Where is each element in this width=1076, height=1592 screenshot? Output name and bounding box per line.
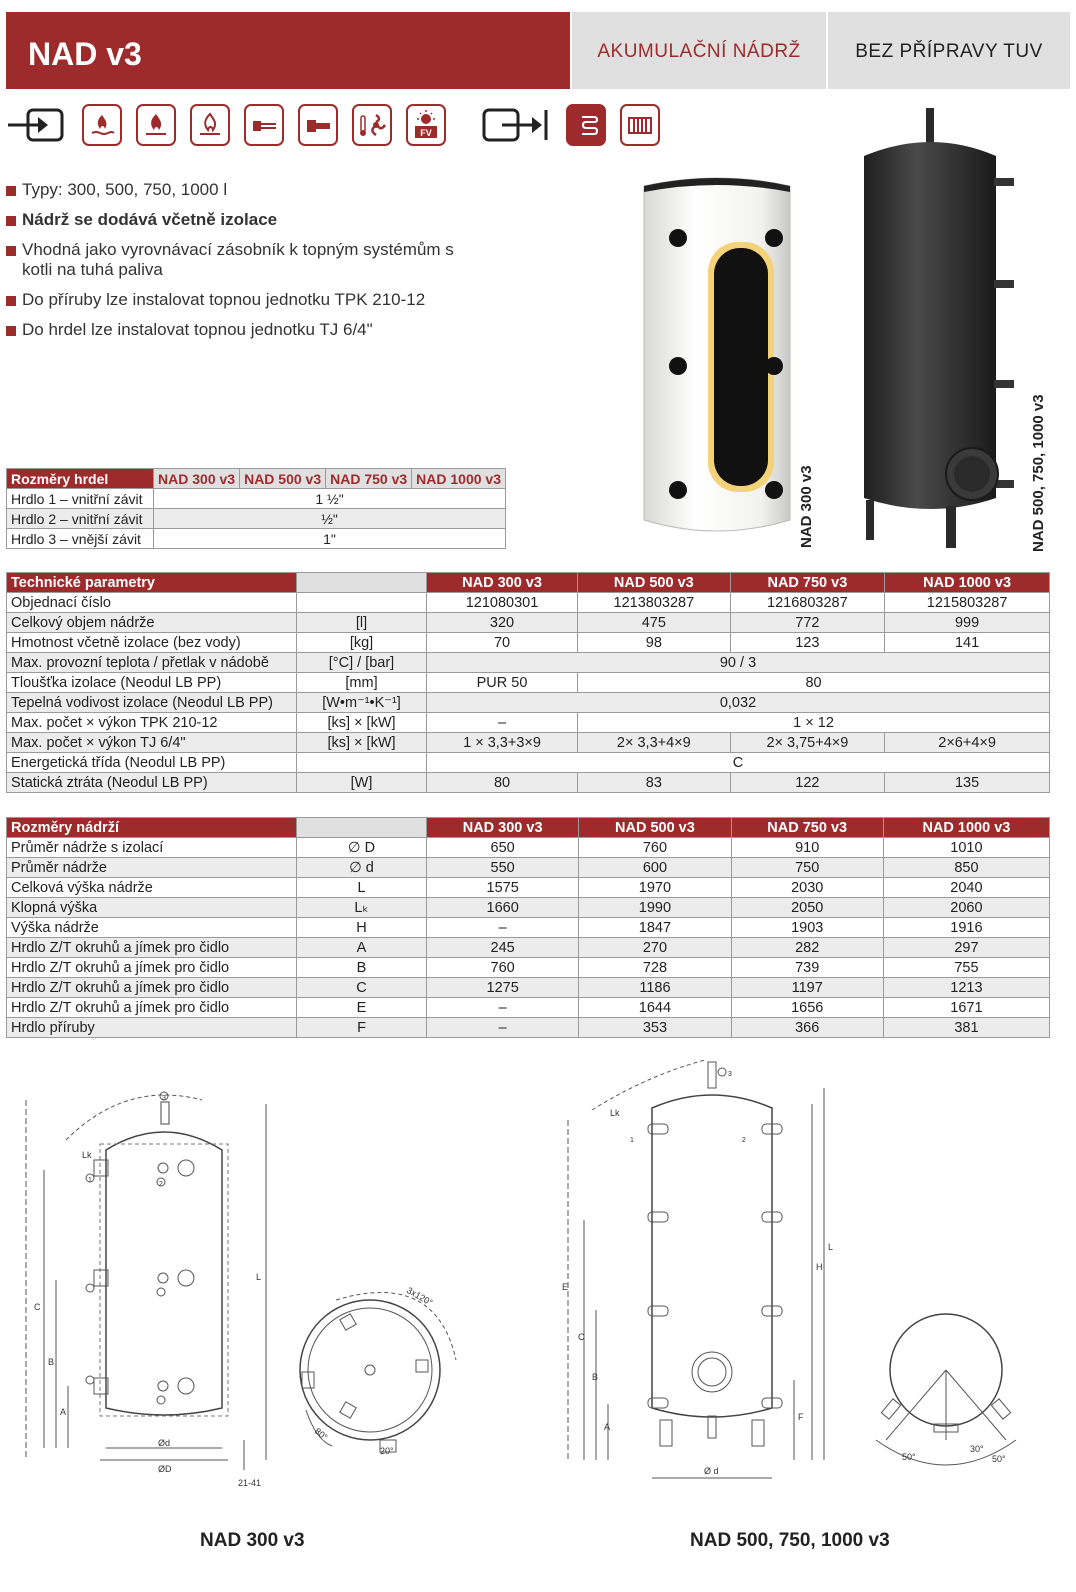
table-header-cell: Rozměry nádrží (7, 818, 297, 838)
drawing-label: Ø d (704, 1466, 719, 1476)
drawing-nad500-side (568, 1060, 824, 1478)
boiler-flame-icon (136, 104, 176, 146)
tech-params-table (6, 572, 1050, 793)
drawing-label: E (562, 1282, 569, 1292)
table-cell: Hrdlo příruby (7, 1018, 297, 1038)
table-cell: 1 ½" (154, 489, 506, 509)
table-cell: Objednací číslo (7, 593, 297, 613)
table-header-cell (297, 573, 427, 593)
table-cell: Hrdlo 1 – vnitřní závit (7, 489, 154, 509)
table-cell: 1970 (579, 878, 731, 898)
table-cell: [W•m⁻¹•K⁻¹] (297, 693, 427, 713)
feature-item: Nádrž se dodává včetně izolace (6, 210, 486, 230)
table-cell: 1 × 12 (578, 713, 1050, 733)
table-row (7, 693, 1050, 713)
table-cell: 245 (427, 938, 579, 958)
table-header-cell: NAD 1000 v3 (885, 573, 1050, 593)
table-cell: 135 (885, 773, 1050, 793)
table-header-cell: NAD 300 v3 (154, 469, 240, 489)
table-cell (297, 593, 427, 613)
drawing-label: H (816, 1262, 823, 1272)
table-row (7, 613, 1050, 633)
table-cell: Max. provozní teplota / přetlak v nádobě (7, 653, 297, 673)
table-cell: C (427, 753, 1050, 773)
table-cell: 1903 (731, 918, 883, 938)
heat-pump-icon (352, 104, 392, 146)
table-cell: 1213 (883, 978, 1049, 998)
table-cell: Celkový objem nádrže (7, 613, 297, 633)
table-cell: Tepelná vodivost izolace (Neodul LB PP) (7, 693, 297, 713)
table-header-row (7, 573, 1050, 593)
drawing-label: L (256, 1272, 262, 1282)
table-row (7, 509, 506, 529)
table-row (7, 918, 1050, 938)
table-cell: 320 (427, 613, 578, 633)
table-cell: – (427, 998, 579, 1018)
table-row (7, 938, 1050, 958)
table-cell: 1656 (731, 998, 883, 1018)
caption-nad500-1000: NAD 500, 750, 1000 v3 (690, 1530, 890, 1551)
table-cell: [°C] / [bar] (297, 653, 427, 673)
table-header-cell: NAD 750 v3 (731, 818, 883, 838)
feature-item: Do hrdel lze instalovat topnou jednotku TJ 6/4" (6, 320, 486, 340)
drawing-label: F (798, 1412, 804, 1422)
table-cell: 850 (883, 858, 1049, 878)
page-title: NAD v3 (6, 12, 570, 89)
drawing-label: C (578, 1332, 585, 1342)
table-row (7, 633, 1050, 653)
category-tab: AKUMULAČNÍ NÁDRŽ (572, 12, 826, 89)
boiler-flame-icon (190, 104, 230, 146)
table-cell: – (427, 713, 578, 733)
table-cell: Hrdlo Z/T okruhů a jímek pro čidlo (7, 958, 297, 978)
table-row (7, 529, 506, 549)
table-cell: 760 (427, 958, 579, 978)
table-row (7, 773, 1050, 793)
heating-element-icon (298, 104, 338, 146)
table-cell: 1990 (579, 898, 731, 918)
table-cell: Hmotnost včetně izolace (bez vody) (7, 633, 297, 653)
table-header-cell: NAD 750 v3 (326, 469, 412, 489)
drawing-label: 1 (88, 1177, 92, 1184)
table-cell: 1275 (427, 978, 579, 998)
table-cell: [l] (297, 613, 427, 633)
table-cell: C (297, 978, 427, 998)
table-cell: Hrdlo Z/T okruhů a jímek pro čidlo (7, 978, 297, 998)
drawing-label: 50° (902, 1452, 916, 1462)
table-cell: 90 / 3 (427, 653, 1050, 673)
drawing-label: ØD (158, 1464, 172, 1474)
drawing-label: Ød (158, 1438, 171, 1448)
drawing-nad300-top (300, 1293, 456, 1453)
table-row (7, 958, 1050, 978)
table-cell: Energetická třída (Neodul LB PP) (7, 753, 297, 773)
table-cell: 728 (579, 958, 731, 978)
feature-list (6, 180, 486, 350)
drawing-label: B (592, 1372, 599, 1382)
table-cell: 739 (731, 958, 883, 978)
table-cell: ∅ d (297, 858, 427, 878)
table-cell: Průměr nádrže s izolací (7, 838, 297, 858)
table-cell: 282 (731, 938, 883, 958)
table-header-cell: NAD 750 v3 (730, 573, 885, 593)
caption-nad300: NAD 300 v3 (200, 1530, 305, 1551)
drawing-label: A (60, 1407, 67, 1417)
drawing-label: L (828, 1242, 834, 1252)
table-row (7, 878, 1050, 898)
table-cell: 750 (731, 858, 883, 878)
table-cell: 381 (883, 1018, 1049, 1038)
table-cell: 999 (885, 613, 1050, 633)
table-cell: 760 (579, 838, 731, 858)
table-header-row (7, 469, 506, 489)
table-cell: 80 (578, 673, 1050, 693)
table-row (7, 838, 1050, 858)
table-cell: 1213803287 (578, 593, 731, 613)
table-header-cell: Rozměry hrdel (7, 469, 154, 489)
table-cell: F (297, 1018, 427, 1038)
table-cell: 600 (579, 858, 731, 878)
table-cell: H (297, 918, 427, 938)
table-cell: B (297, 958, 427, 978)
table-row (7, 653, 1050, 673)
table-header-cell: NAD 500 v3 (240, 469, 326, 489)
table-cell: 270 (579, 938, 731, 958)
table-row (7, 998, 1050, 1018)
drawing-label: 3x120° (405, 1285, 435, 1308)
drawing-label: 80° (312, 1425, 330, 1443)
outlet-arrow-icon (482, 104, 552, 146)
table-cell: [ks] × [kW] (297, 733, 427, 753)
table-row (7, 593, 1050, 613)
table-cell: 772 (730, 613, 885, 633)
table-cell: 1644 (579, 998, 731, 1018)
table-cell: [ks] × [kW] (297, 713, 427, 733)
table-cell: L (297, 878, 427, 898)
table-row (7, 978, 1050, 998)
feature-item: Typy: 300, 500, 750, 1000 l (6, 180, 486, 200)
table-row (7, 489, 506, 509)
drawing-label: 2 (159, 1181, 163, 1188)
table-cell (297, 753, 427, 773)
table-cell: 1216803287 (730, 593, 885, 613)
table-cell: Hrdlo Z/T okruhů a jímek pro čidlo (7, 998, 297, 1018)
table-cell: 1660 (427, 898, 579, 918)
table-cell: 475 (578, 613, 731, 633)
table-header-cell: NAD 1000 v3 (883, 818, 1049, 838)
hrdla-table (6, 468, 506, 549)
table-cell: 121080301 (427, 593, 578, 613)
drawing-label: B (48, 1357, 55, 1367)
feature-item: Vhodná jako vyrovnávací zásobník k topným systémům s kotli na tuhá paliva (6, 240, 486, 280)
table-header-cell: NAD 1000 v3 (412, 469, 506, 489)
table-cell: 1671 (883, 998, 1049, 1018)
table-cell: 122 (730, 773, 885, 793)
table-header-row (7, 818, 1050, 838)
drawing-label: A (604, 1422, 611, 1432)
table-cell: [kg] (297, 633, 427, 653)
drawing-label: 21-41 (238, 1478, 262, 1488)
table-header-cell: NAD 500 v3 (579, 818, 731, 838)
table-cell: 2040 (883, 878, 1049, 898)
subcategory-tab: BEZ PŘÍPRAVY TUV (828, 12, 1070, 89)
drawing-label: 20° (380, 1446, 394, 1456)
feature-icons-row (6, 104, 666, 146)
table-cell: 2030 (731, 878, 883, 898)
table-cell: 1575 (427, 878, 579, 898)
table-row (7, 858, 1050, 878)
table-cell: 2×6+4×9 (885, 733, 1050, 753)
table-row (7, 898, 1050, 918)
table-cell: E (297, 998, 427, 1018)
drawing-label: Lk (610, 1108, 620, 1118)
table-header-cell: NAD 500 v3 (578, 573, 731, 593)
drawing-label: Lk (82, 1150, 92, 1160)
table-cell: 366 (731, 1018, 883, 1038)
table-cell: Tloušťka izolace (Neodul LB PP) (7, 673, 297, 693)
table-cell: 650 (427, 838, 579, 858)
solar-fv-icon (406, 104, 446, 146)
table-cell: 1" (154, 529, 506, 549)
table-cell: ∅ D (297, 838, 427, 858)
table-cell: 1847 (579, 918, 731, 938)
drawing-label: C (34, 1302, 41, 1312)
table-cell: Průměr nádrže (7, 858, 297, 878)
table-cell: – (427, 1018, 579, 1038)
table-cell: 550 (427, 858, 579, 878)
table-cell: ½" (154, 509, 506, 529)
table-header-cell: NAD 300 v3 (427, 818, 579, 838)
table-cell: 1197 (731, 978, 883, 998)
table-header-cell (297, 818, 427, 838)
table-cell: Max. počet × výkon TJ 6/4" (7, 733, 297, 753)
table-cell: Max. počet × výkon TPK 210-12 (7, 713, 297, 733)
heating-element-icon (244, 104, 284, 146)
radiator-icon (566, 104, 606, 146)
dimensions-table (6, 817, 1050, 1038)
table-cell: 1010 (883, 838, 1049, 858)
table-row (7, 1018, 1050, 1038)
table-cell: 80 (427, 773, 578, 793)
table-row (7, 713, 1050, 733)
table-cell: 1215803287 (885, 593, 1050, 613)
table-row (7, 753, 1050, 773)
inlet-arrow-icon (6, 104, 66, 146)
table-cell: 141 (885, 633, 1050, 653)
drawing-label: 3 (728, 1071, 732, 1078)
fv-label: FV (420, 128, 432, 138)
table-cell: [mm] (297, 673, 427, 693)
table-cell: 70 (427, 633, 578, 653)
table-cell: Hrdlo Z/T okruhů a jímek pro čidlo (7, 938, 297, 958)
table-header-cell: Technické parametry (7, 573, 297, 593)
table-header-cell: NAD 300 v3 (427, 573, 578, 593)
table-cell: Výška nádrže (7, 918, 297, 938)
boiler-flame-icon (82, 104, 122, 146)
radiator-icon (620, 104, 660, 146)
header (6, 12, 1070, 89)
product-image-nad300 (632, 170, 802, 550)
table-cell: 910 (731, 838, 883, 858)
table-cell: 1916 (883, 918, 1049, 938)
table-cell: 2× 3,75+4×9 (730, 733, 885, 753)
drawing-label: 30° (970, 1444, 984, 1454)
table-cell: 2× 3,3+4×9 (578, 733, 731, 753)
table-cell: PUR 50 (427, 673, 578, 693)
table-cell: 1186 (579, 978, 731, 998)
table-cell: [W] (297, 773, 427, 793)
table-cell: A (297, 938, 427, 958)
drawing-label: 3 (162, 1095, 166, 1102)
table-cell: Hrdlo 3 – vnější závit (7, 529, 154, 549)
feature-item: Do příruby lze instalovat topnou jednotku TPK 210-12 (6, 290, 486, 310)
table-cell: Hrdlo 2 – vnitřní závit (7, 509, 154, 529)
table-cell: 123 (730, 633, 885, 653)
product-label-small: NAD 300 v3 (798, 465, 815, 548)
table-cell: 2060 (883, 898, 1049, 918)
drawing-label: 50° (992, 1454, 1006, 1464)
table-cell: 83 (578, 773, 731, 793)
table-cell: 297 (883, 938, 1049, 958)
table-row (7, 673, 1050, 693)
table-cell: Lₖ (297, 898, 427, 918)
table-cell: – (427, 918, 579, 938)
table-cell: 353 (579, 1018, 731, 1038)
table-cell: 1 × 3,3+3×9 (427, 733, 578, 753)
table-cell: Klopná výška (7, 898, 297, 918)
technical-drawings (6, 1060, 1070, 1500)
table-cell: 0,032 (427, 693, 1050, 713)
drawing-label: 2 (742, 1137, 746, 1144)
table-row (7, 733, 1050, 753)
table-cell: 755 (883, 958, 1049, 978)
product-label-large: NAD 500, 750, 1000 v3 (1030, 394, 1047, 552)
drawing-nad500-top (876, 1314, 1016, 1465)
table-cell: 98 (578, 633, 731, 653)
table-cell: 2050 (731, 898, 883, 918)
table-cell: Celková výška nádrže (7, 878, 297, 898)
table-cell: Statická ztráta (Neodul LB PP) (7, 773, 297, 793)
drawing-label: 1 (630, 1137, 634, 1144)
product-image-nad500-1000 (846, 108, 1026, 553)
